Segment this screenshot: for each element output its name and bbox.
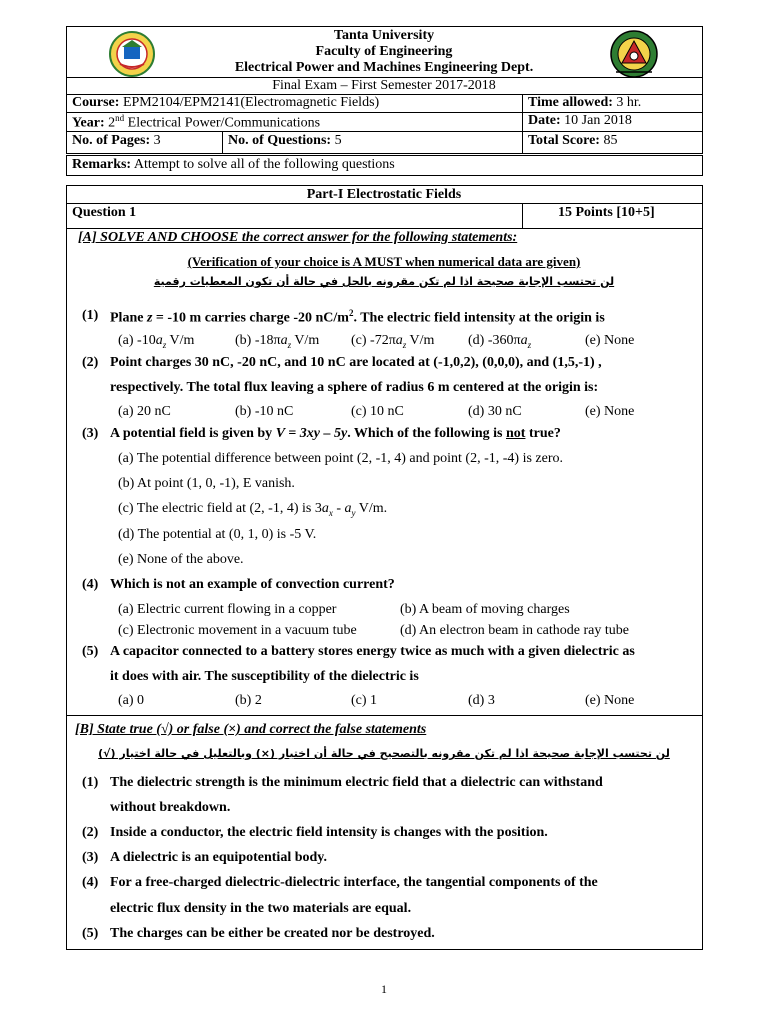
q3-option-a: (a) The potential difference between point (2, -1, 4) and point (2, -1, -4) is zero. xyxy=(118,451,563,466)
part-title: Part-I Electrostatic Fields xyxy=(306,187,462,202)
section-b-arabic-note: لن تحتسب الإجابة صحيحة اذا لم تكن مقرونه بالتصحيح في حالة أن اختيار (×) وبالتعليل في حالة اختيار (√) xyxy=(98,747,670,760)
faculty-name: Faculty of Engineering xyxy=(315,44,453,59)
header-col-divider-2 xyxy=(522,95,523,153)
question-col-divider xyxy=(522,203,523,228)
course-field: Course: EPM2104/EPM2141(Electromagnetic Fields) xyxy=(72,95,380,110)
q2-line-1: Point charges 30 nC, -20 nC, and 10 nC are located at (-1,0,2), (0,0,0), and (1,5,-1) , xyxy=(110,355,602,370)
main-divider-2 xyxy=(66,228,703,229)
pages-field: No. of Pages: 3 xyxy=(72,133,161,148)
q2-option-a: (a) 20 nC xyxy=(118,404,171,419)
header-col-divider-1 xyxy=(222,131,223,153)
q5-option-c: (c) 1 xyxy=(351,693,378,708)
b2-line-1: Inside a conductor, the electric field intensity is changes with the position. xyxy=(110,825,548,840)
b2-number: (2) xyxy=(82,825,99,840)
b4-line-1: For a free-charged dielectric-dielectric interface, the tangential components of the xyxy=(110,875,598,890)
b5-number: (5) xyxy=(82,926,99,941)
q2-option-c: (c) 10 nC xyxy=(351,404,404,419)
q1-option-d: (d) $-360\pi a_z$ xyxy=(468,333,532,350)
b4-number: (4) xyxy=(82,875,99,890)
b1-line-2: without breakdown. xyxy=(110,800,231,815)
header-divider-4 xyxy=(66,131,703,132)
q4-option-a: (a) Electric current flowing in a copper xyxy=(118,602,337,617)
q4-text: Which is not an example of convection current? xyxy=(110,577,395,592)
b4-line-2: electric flux density in the two materials are equal. xyxy=(110,901,412,916)
q4-option-d: (d) An electron beam in cathode ray tube xyxy=(400,623,629,638)
questions-field: No. of Questions: 5 xyxy=(228,133,342,148)
q4-option-c: (c) Electronic movement in a vacuum tube xyxy=(118,623,357,638)
section-a-arabic-note: لن تحتسب الإجابة صحيحة اذا لم تكن مقرونه بالحل في حالة أن تكون المعطيات رقمية xyxy=(153,275,615,288)
q2-option-e: (e) None xyxy=(585,404,635,419)
q5-option-d: (d) 3 xyxy=(468,693,495,708)
q2-number: (2) xyxy=(82,355,99,370)
university-name: Tanta University xyxy=(333,28,435,43)
q1-option-b: (b) $-18\pi a_z$ V/m xyxy=(235,333,320,350)
q1-option-e: (e) None xyxy=(585,333,635,348)
q5-line-2: it does with air. The susceptibility of the dielectric is xyxy=(110,669,419,684)
time-field: Time allowed: 3 hr. xyxy=(528,95,642,110)
year-field: Year: 2nd Electrical Power/Communications xyxy=(72,113,321,131)
question-points: 15 Points [10+5] xyxy=(558,205,655,220)
main-divider-1 xyxy=(66,203,703,204)
q2-line-2: respectively. The total flux leaving a sphere of radius 6 m centered at the origin is: xyxy=(110,380,599,395)
date-field: Date: 10 Jan 2018 xyxy=(528,113,632,128)
q4-option-b: (b) A beam of moving charges xyxy=(400,602,570,617)
q3-number: (3) xyxy=(82,426,99,441)
section-b-title: [B] State true (√) or false (×) and correct the false statements xyxy=(75,722,427,737)
department-name: Electrical Power and Machines Engineering Dept. xyxy=(234,60,534,75)
q5-option-b: (b) 2 xyxy=(235,693,262,708)
q3-option-d: (d) The potential at (0, 1, 0) is -5 V. xyxy=(118,527,317,542)
q3-option-c: (c) The electric field at (2, -1, 4) is $3a_x - a_y$ V/m. xyxy=(118,501,388,518)
q5-line-1: A capacitor connected to a battery stores energy twice as much with a given dielectric as xyxy=(110,644,635,659)
q4-number: (4) xyxy=(82,577,99,592)
q2-option-d: (d) 30 nC xyxy=(468,404,522,419)
q3-option-e: (e) None of the above. xyxy=(118,552,244,567)
section-divider xyxy=(66,715,703,716)
exam-title: Final Exam – First Semester 2017-2018 xyxy=(272,78,496,93)
q1-option-c: (c) $-72\pi a_z$ V/m xyxy=(351,333,435,350)
q5-number: (5) xyxy=(82,644,99,659)
b3-number: (3) xyxy=(82,850,99,865)
question-label: Question 1 xyxy=(72,205,137,220)
b1-number: (1) xyxy=(82,775,99,790)
q2-option-b: (b) -10 nC xyxy=(235,404,294,419)
q1-number: (1) xyxy=(82,308,99,323)
q1-text: Plane z = -10 m carries charge -20 $nC/m^2$. The electric field intensity at the origin is xyxy=(110,308,605,326)
section-a-verify: (Verification of your choice is A MUST when numerical data are given) xyxy=(187,254,581,269)
q3-option-b: (b) At point (1, 0, -1), E vanish. xyxy=(118,476,295,491)
q1-option-a: (a) $-10a_z$ V/m xyxy=(118,333,195,350)
remarks: Remarks: Attempt to solve all of the following questions xyxy=(72,157,395,172)
score-field: Total Score: 85 xyxy=(528,133,618,148)
section-a-title: [A] SOLVE AND CHOOSE the correct answer for the following statements: xyxy=(78,230,518,245)
b5-line-1: The charges can be either be created nor be destroyed. xyxy=(110,926,435,941)
b3-line-1: A dielectric is an equipotential body. xyxy=(110,850,328,865)
q5-option-e: (e) None xyxy=(585,693,635,708)
page-number: 1 xyxy=(381,982,387,996)
q5-option-a: (a) 0 xyxy=(118,693,145,708)
q3-text: A potential field is given by V = 3xy – 5y. Which of the following is not true? xyxy=(110,426,561,441)
b1-line-1: The dielectric strength is the minimum electric field that a dielectric can withstand xyxy=(110,775,603,790)
